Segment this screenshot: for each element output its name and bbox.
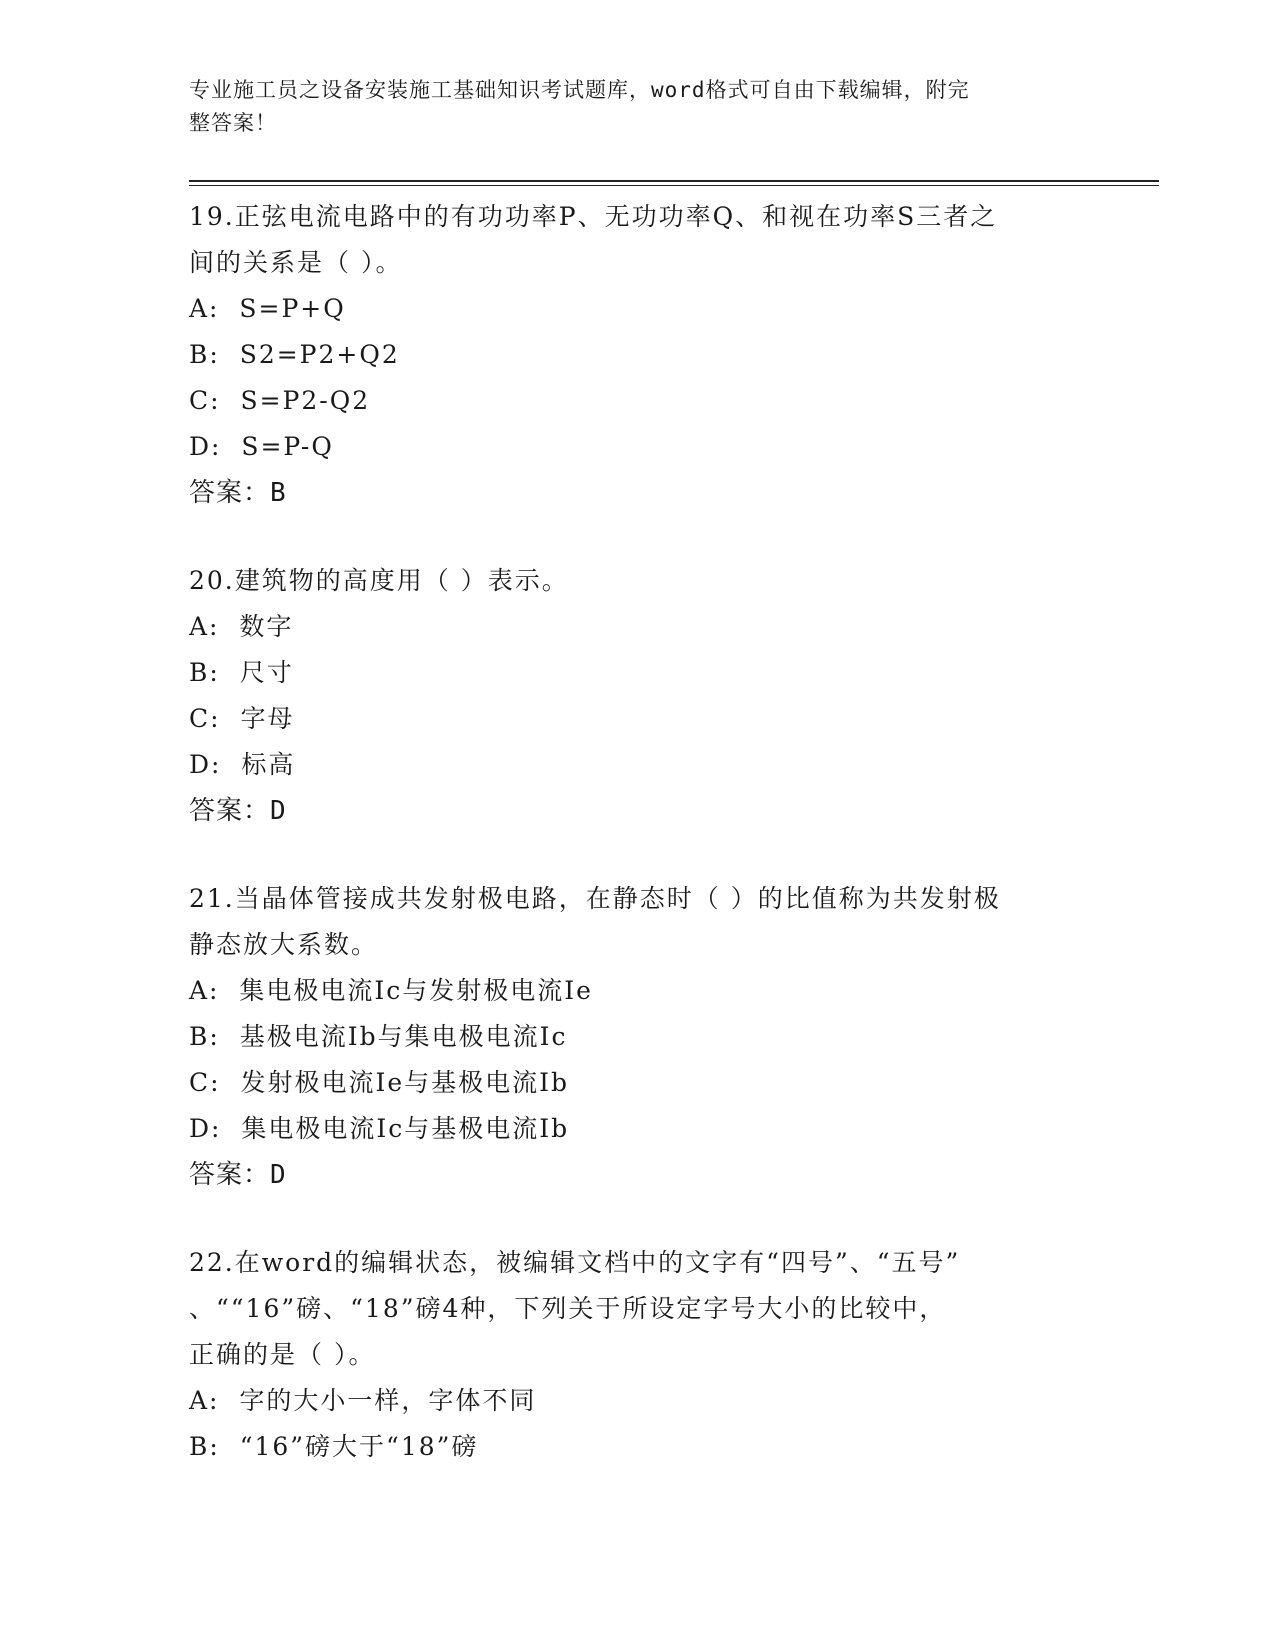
- option-b: B: 基极电流Ib与集电极电流Ic: [189, 1022, 568, 1051]
- question-19: [189, 194, 1069, 516]
- option-a: A: 数字: [189, 612, 294, 641]
- option-b: B: “16”磅大于“18”磅: [189, 1432, 479, 1461]
- header-divider: [189, 185, 1159, 186]
- header-divider: [189, 180, 1159, 182]
- option-a: A: 集电极电流Ic与发射极电流Ie: [189, 976, 593, 1005]
- answer: 答案：D: [189, 1160, 287, 1190]
- option-a: A: 字的大小一样，字体不同: [189, 1386, 537, 1415]
- option-c: C: 字母: [189, 704, 295, 733]
- question-list: [189, 194, 1069, 1512]
- option-a: A: S=P+Q: [189, 294, 346, 323]
- question-21: [189, 876, 1069, 1198]
- option-d: D: 集电极电流Ic与基极电流Ib: [189, 1114, 570, 1143]
- option-d: D: 标高: [189, 750, 296, 779]
- answer: 答案：B: [189, 478, 287, 508]
- document-page: [189, 0, 1159, 1650]
- option-c: C: 发射极电流Ie与基极电流Ib: [189, 1068, 569, 1097]
- header-line: 整答案！: [189, 111, 277, 135]
- question-20: [189, 558, 1069, 834]
- question-stem: 21.当晶体管接成共发射极电路，在静态时（ ）的比值称为共发射极: [189, 884, 1001, 913]
- option-b: B: 尺寸: [189, 658, 294, 687]
- answer: 答案：D: [189, 796, 287, 826]
- question-stem: 正确的是（ ）。: [189, 1340, 376, 1369]
- question-22: [189, 1240, 1069, 1470]
- question-stem: 20.建筑物的高度用（ ）表示。: [189, 566, 569, 595]
- header-line: 专业施工员之设备安装施工基础知识考试题库，word格式可自由下载编辑，附完: [189, 78, 970, 102]
- option-b: B: S2=P2+Q2: [189, 340, 400, 369]
- question-stem: 19.正弦电流电路中的有功功率P、无功功率Q、和视在功率S三者之: [189, 202, 998, 231]
- document-header: [189, 74, 1069, 140]
- question-stem: 间的关系是（ ）。: [189, 248, 403, 277]
- option-d: D: S=P-Q: [189, 432, 334, 461]
- question-stem: 静态放大系数。: [189, 930, 379, 959]
- question-stem: 22.在word的编辑状态，被编辑文档中的文字有“四号”、“五号”: [189, 1248, 961, 1277]
- question-stem: 、““16”磅、“18”磅4种，下列关于所设定字号大小的比较中，: [189, 1294, 947, 1323]
- option-c: C: S=P2-Q2: [189, 386, 371, 415]
